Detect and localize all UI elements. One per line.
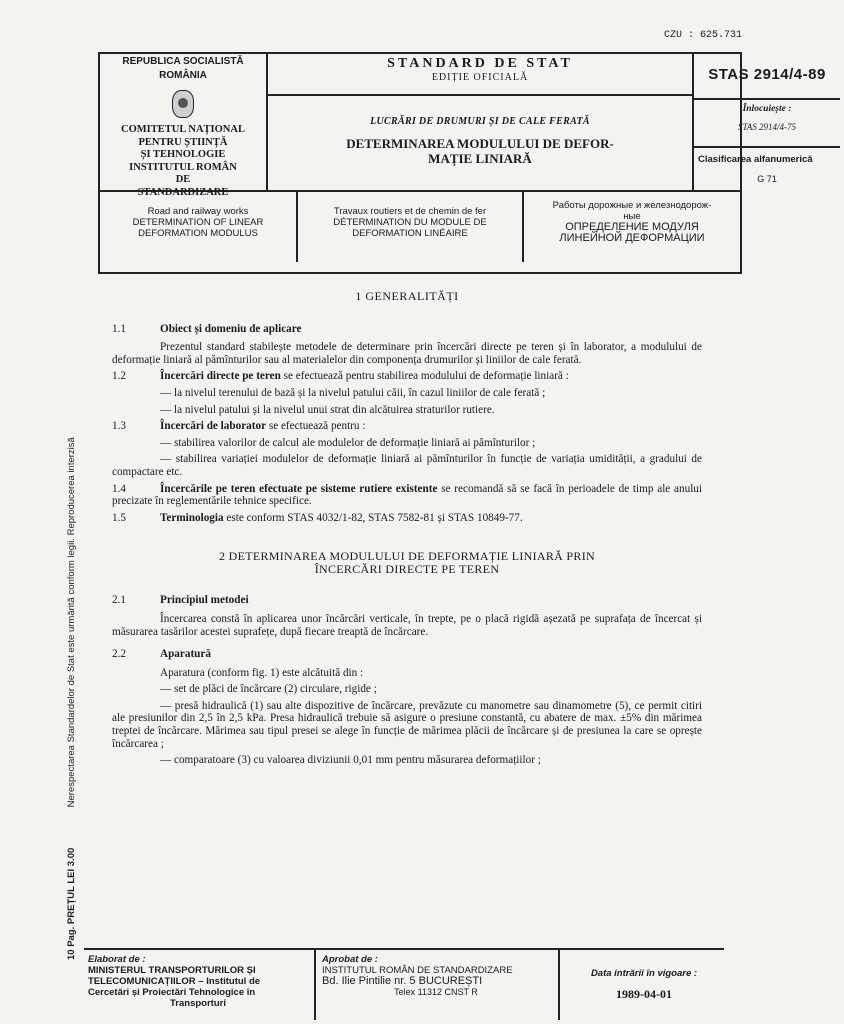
section-number: 2.2 (112, 648, 126, 661)
translation-line: DETERMINATION OF LINEAR (132, 217, 264, 228)
section-number: 1.4 (112, 482, 126, 495)
list-item: — comparatoare (3) cu valoarea diviziunii 0,01 mm pentru măsurarea deformațiilor ; (160, 754, 541, 767)
title-line: 2 DETERMINAREA MODULULUI DE DEFORMAȚIE LINIARĂ PRIN (219, 549, 595, 564)
list-item: — presă hidraulică (1) sau alte dispozitive de încărcare, prevăzute cu manometre sau dinamometre (5), ce permit citiri ale presiunilor din 2,5 în 2,5 kPa. Presa hidraulică trebuie să asigure o presiune constantă, cu abatere de max. ±5% din mărimea treptei de încărcare. Mărimea sau tipul presei se alege în funcție de mărimea plăcii de încărcare și de presiunea la care se oprește încărcarea ; (112, 699, 702, 750)
committee-line: STANDARDIZARE (137, 186, 229, 198)
list-item: — la nivelul terenului de bază și la nivelul patului căii, în cazul liniilor de cale ferată ; (160, 386, 546, 399)
footer-line: Transporturi (170, 998, 226, 1009)
footer-label: Aprobat de : (322, 954, 378, 965)
section-heading: Principiul metodei (160, 594, 249, 607)
section-number: 1.3 (112, 420, 126, 433)
section-number: 1.5 (112, 511, 126, 524)
committee-line: DE (175, 174, 191, 185)
replaces-label: Înlocuiește : (742, 104, 792, 114)
title-translations (98, 192, 742, 274)
translation-line: Road and railway works (147, 206, 249, 217)
paragraph-text: se recomandă să se facă în perioadele de timp ale anului precizate în reglementările tehnice specifice. (112, 482, 703, 508)
approval-footer (84, 948, 724, 1020)
english-title (100, 206, 296, 239)
section-2-title (112, 550, 702, 576)
section-heading: Obiect și domeniu de aplicare (160, 322, 302, 335)
subsection-1-1-heading (112, 323, 702, 336)
section-heading: Aparatură (160, 648, 211, 661)
french-title (298, 206, 522, 239)
translation-line: DÉTERMINATION DU MODULE DE (333, 217, 487, 228)
translation-line: ЛИНЕЙНОЙ ДЕФОРМАЦИИ (559, 232, 705, 244)
list-item: — set de plăci de încărcare (2) circulare, rigide ; (160, 683, 377, 696)
elaborated-by (88, 954, 308, 1009)
section-number: 1.1 (112, 322, 126, 335)
paragraph-text: se efectuează pentru : (266, 420, 366, 433)
replaces-value: STAS 2914/4-75 (737, 122, 797, 132)
russian-title (524, 200, 740, 244)
translation-line: DEFORMATION LINÉAIRE (352, 228, 468, 239)
domain-label: LUCRĂRI DE DRUMURI ȘI DE CALE FERATĂ (370, 116, 590, 127)
footer-line: Telex 11312 CNST R (394, 987, 478, 997)
paragraph-text: este conform STAS 4032/1-82, STAS 7582-81 și STAS 10849-77. (223, 511, 523, 524)
udc-code: CZU : 625.731 (663, 30, 742, 41)
title-line: ÎNCERCĂRI DIRECTE PE TEREN (314, 562, 500, 577)
stas-number: STAS 2914/4-89 (708, 66, 826, 83)
subsection-2-1-heading (112, 594, 702, 607)
section-1-title: 1 GENERALITĂȚI (355, 289, 459, 303)
stas-block (694, 54, 840, 190)
translation-line: ОПРЕДЕЛЕНИЕ МОДУЛЯ (565, 221, 699, 233)
bold-term: Terminologia (160, 511, 224, 524)
translation-line: Travaux routiers et de chemin de fer (333, 206, 487, 217)
committee-line: COMITETUL NAȚIONAL (121, 124, 245, 135)
footer-line: INSTITUTUL ROMÂN DE STANDARDIZARE (322, 965, 513, 976)
section-number: 2.1 (112, 594, 126, 607)
classification-code: G 71 (757, 174, 777, 184)
document-title (268, 136, 692, 166)
committee-line: PENTRU ȘTIINȚĂ (138, 136, 228, 148)
issuer-block (100, 54, 268, 198)
bold-term: Încercări directe pe teren (160, 370, 281, 383)
classification-label: Clasificarea alfanumerică (698, 154, 813, 165)
subsection-1-2 (112, 370, 702, 383)
paragraph-text: se efectuează pentru stabilirea modulului de deformație liniară : (280, 370, 569, 383)
section-number: 1.2 (112, 370, 126, 383)
list-item: — stabilirea variației modulelor de deformație liniară ai pămînturilor în funcție de variația umidității, a gradului de compactare etc. (112, 453, 702, 478)
approved-by (322, 954, 550, 998)
footer-line: TELECOMUNICAȚIILOR – Institutul de (88, 976, 261, 987)
title-block (268, 54, 694, 190)
list-item: — stabilirea valorilor de calcul ale modulelor de deformație liniară ai pămînturilor ; (160, 436, 536, 449)
title-line: MAȚIE LINIARĂ (428, 151, 532, 166)
state-emblem (172, 90, 194, 118)
standard-header (98, 52, 826, 198)
footer-label: Data intrării în vigoare : (590, 968, 698, 979)
price-label: 10 Pag. PREȚUL LEI 3.00 (66, 847, 77, 960)
committee-name (100, 124, 266, 199)
country-line: REPUBLICA SOCIALISTĂ (122, 56, 244, 67)
bold-term: Încercările pe teren efectuate pe sisteme rutiere existente (160, 482, 438, 495)
paragraph: Încercarea constă în aplicarea unor încărcări verticale, în trepte, pe o placă rigidă așezată pe suprafața de încercat și măsurarea tasărilor acestei suprafețe, după fiecare treaptă de încărcare. (112, 612, 702, 638)
committee-line: INSTITUTUL ROMÂN (129, 161, 237, 173)
committee-line: ȘI TEHNOLOGIE (140, 149, 226, 160)
subsection-1-5 (112, 512, 702, 525)
document-body (112, 290, 702, 771)
legal-notice: Nerespectarea Standardelor de Stat este urmărită conform legii. Reproducerea interzisă (66, 437, 77, 808)
subsection-2-2-heading (112, 648, 702, 661)
title-line: DETERMINAREA MODULULUI DE DEFOR- (346, 136, 614, 151)
translation-line: Работы дорожные и железнодорож- (552, 200, 712, 211)
translation-line: DEFORMATION MODULUS (138, 228, 258, 239)
edition-label: EDIȚIE OFICIALĂ (431, 72, 529, 83)
effective-date (564, 968, 724, 1000)
footer-line: Cercetări și Proiectări Tehnologice în (88, 987, 256, 998)
effective-date-value: 1989-04-01 (616, 987, 672, 1001)
paragraph: Aparatura (conform fig. 1) este alcătuită din : (160, 666, 364, 679)
paragraph: Prezentul standard stabilește metodele de determinare prin încercări directe pe teren și în laborator, a modulului de deformație liniară al pămînturilor sau al materialelor din componența drumurilor și liniilor de cale ferată. (112, 341, 702, 366)
country-name: ROMÂNIA (159, 70, 207, 81)
margin-notice (66, 230, 77, 960)
footer-line: MINISTERUL TRANSPORTURILOR ȘI (88, 965, 256, 976)
standard-de-stat: STANDARD DE STAT (387, 56, 573, 71)
bold-term: Încercări de laborator (160, 420, 267, 433)
translation-line: ные (623, 211, 641, 222)
subsection-1-3 (112, 420, 702, 433)
subsection-1-4 (112, 483, 702, 508)
footer-line: Bd. Ilie Pintilie nr. 5 BUCUREȘTI (322, 975, 483, 987)
list-item: — la nivelul patului și la nivelul unui strat din alcătuirea straturilor rutiere. (160, 403, 495, 416)
footer-label: Elaborat de : (88, 954, 146, 965)
